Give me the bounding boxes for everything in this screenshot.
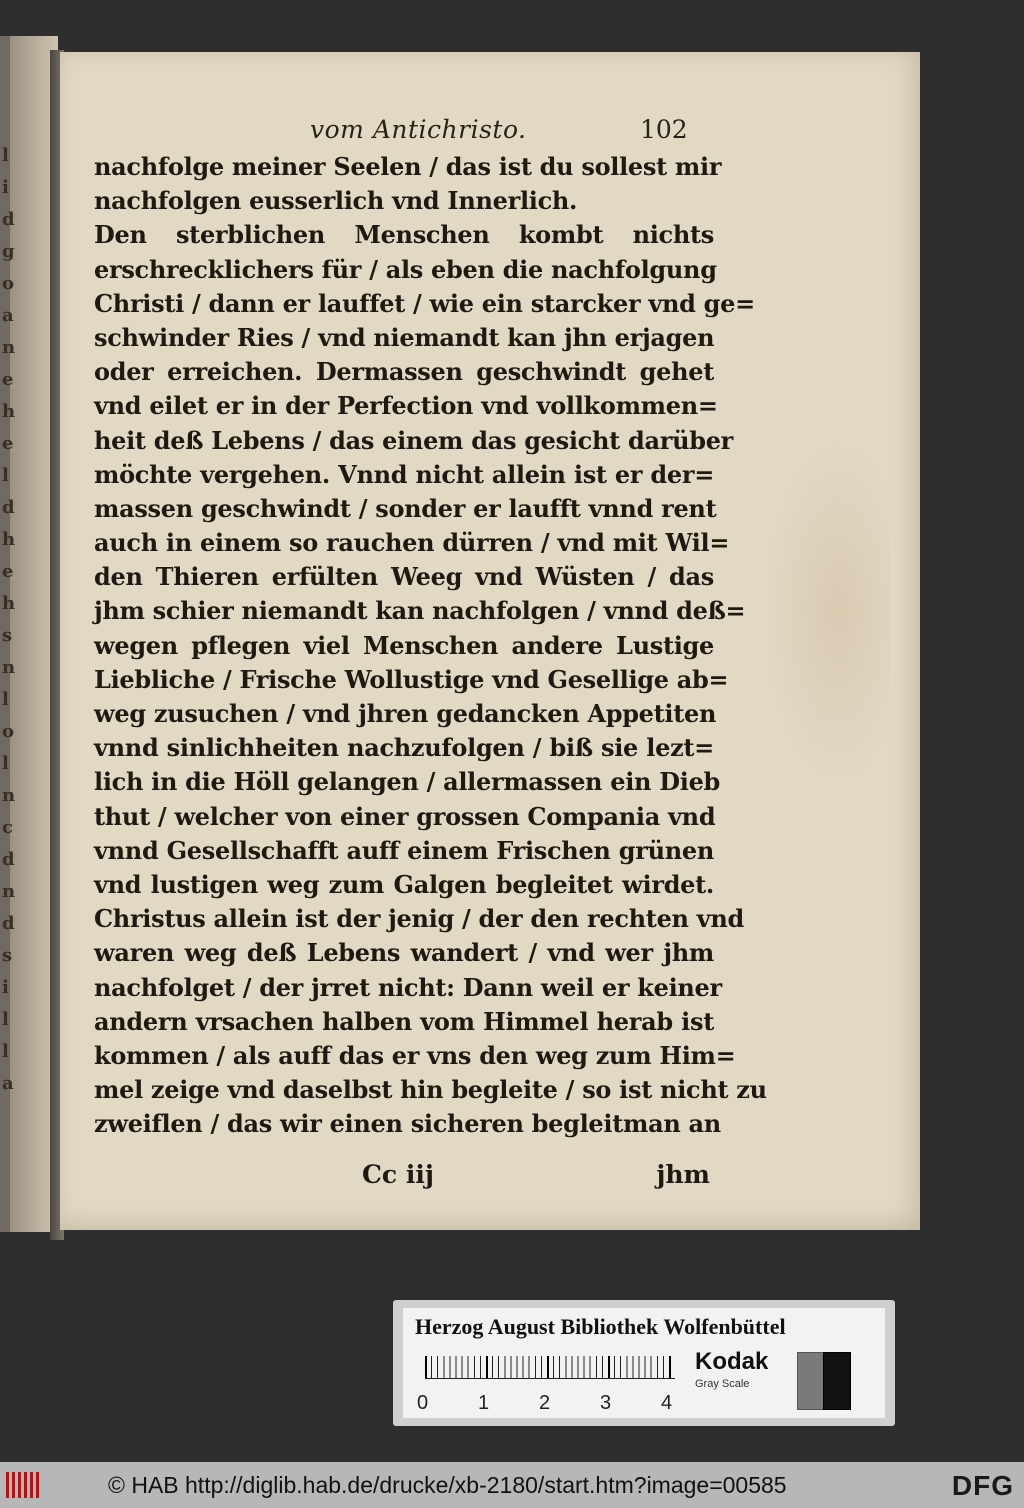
catchword: jhm	[656, 1160, 710, 1189]
text-line: kommen / als auff das er vns den weg zum Him=	[94, 1040, 736, 1070]
text-line: möchte vergehen. Vnnd nicht allein ist er der=	[94, 459, 714, 489]
text-line: vnd lustigen weg zum Galgen begleitet wirdet.	[94, 869, 714, 899]
facing-page-fragment: i	[2, 977, 8, 998]
footer-bar	[0, 1462, 1024, 1508]
facing-page-fragment: e	[2, 561, 13, 582]
text-line: heit deß Lebens / das einem das gesicht darüber	[94, 425, 734, 455]
barcode-icon	[6, 1472, 42, 1498]
gray-scale-label: Gray Scale	[695, 1378, 750, 1390]
facing-page-fragment: d	[2, 913, 14, 934]
facing-page-fragment: o	[2, 273, 14, 294]
text-line: Den sterblichen Menschen kombt nichts	[94, 220, 714, 250]
text-line: auch in einem so rauchen dürren / vnd mit Wil=	[94, 528, 730, 558]
book-page	[60, 52, 920, 1230]
facing-page-fragment: n	[2, 657, 15, 678]
facing-page-fragment: a	[2, 1073, 13, 1094]
facing-page-fragment: c	[2, 817, 12, 838]
text-line: schwinder Ries / vnd niemandt kan jhn erjagen	[94, 322, 715, 352]
ruler-label: 4	[661, 1392, 673, 1414]
facing-page-fragment: n	[2, 337, 15, 358]
scale-ruler	[425, 1356, 675, 1386]
gray-swatch-mid	[797, 1352, 825, 1410]
text-line: vnnd Gesellschafft auff einem Frischen grünen	[94, 835, 714, 865]
gray-swatch-black	[823, 1352, 851, 1410]
facing-page-fragment: s	[2, 945, 12, 966]
facing-page-fragment: l	[2, 1009, 8, 1030]
text-line: massen geschwindt / sonder er laufft vnnd rent	[94, 493, 717, 523]
facing-page-fragment: h	[2, 401, 15, 422]
facing-page-fragment: i	[2, 177, 8, 198]
text-line: zweiflen / das wir einen sicheren begleitman an	[94, 1109, 721, 1139]
text-line: vnnd sinlichheiten nachzufolgen / biß sie lezt=	[94, 733, 714, 763]
facing-page-fragment: l	[2, 753, 8, 774]
running-head	[60, 115, 920, 149]
facing-page-fragment: l	[2, 1041, 8, 1062]
text-line: thut / welcher von einer grossen Compania vnd	[94, 801, 716, 831]
text-line: waren weg deß Lebens wandert / vnd wer jhm	[94, 938, 714, 968]
facing-page-fragment: d	[2, 209, 14, 230]
facing-page-fragment: d	[2, 497, 14, 518]
facing-page-fragment: a	[2, 305, 13, 326]
text-line: erschrecklichers für / als eben die nachfolgung	[94, 254, 717, 284]
text-line: andern vrsachen halben vom Himmel herab ist	[94, 1006, 714, 1036]
ruler-label: 2	[539, 1392, 551, 1414]
text-line: Christus allein ist der jenig / der den rechten vnd	[94, 904, 745, 934]
text-line: nachfolgen eusserlich vnd Innerlich.	[94, 186, 578, 216]
color-target-inner	[403, 1308, 885, 1418]
text-line: den Thieren erfülten Weeg vnd Wüsten / das	[94, 562, 714, 592]
kodak-logo: Kodak	[695, 1348, 769, 1375]
facing-page-text-fragments	[2, 140, 18, 1100]
text-line: nachfolget / der jrret nicht: Dann weil er keiner	[94, 972, 722, 1002]
text-line: wegen pflegen viel Menschen andere Lustige	[94, 630, 714, 660]
facing-page-fragment: d	[2, 849, 14, 870]
library-name: Herzog August Bibliothek Wolfenbüttel	[415, 1314, 786, 1339]
facing-page-fragment: e	[2, 433, 13, 454]
facing-page-fragment: l	[2, 689, 8, 710]
text-line: oder erreichen. Dermassen geschwindt gehet	[94, 357, 714, 387]
signature-mark: Cc iij	[362, 1160, 434, 1189]
facing-page-fragment: h	[2, 529, 15, 550]
text-line: nachfolge meiner Seelen / das ist du sollest mir	[94, 152, 722, 181]
text-line: Christi / dann er lauffet / wie ein starcker vnd ge=	[94, 288, 755, 318]
ruler-major-ticks	[425, 1356, 675, 1378]
body-text	[94, 150, 767, 1141]
facing-page-fragment: n	[2, 881, 15, 902]
color-target-card	[393, 1300, 895, 1426]
text-line: weg zusuchen / vnd jhren gedancken Appetiten	[94, 699, 717, 728]
dfg-logo: DFG	[951, 1470, 1014, 1501]
text-line: jhm schier niemandt kan nachfolgen / vnnd deß=	[94, 596, 746, 626]
facing-page-fragment: g	[2, 241, 14, 262]
facing-page-fragment: l	[2, 145, 8, 166]
page-number: 102	[640, 115, 688, 144]
facing-page-fragment: h	[2, 593, 15, 614]
text-line: Liebliche / Frische Wollustige vnd Gesellige ab=	[94, 664, 729, 694]
text-line: mel zeige vnd daselbst hin begleite / so ist nicht zu	[94, 1075, 767, 1105]
ruler-labels	[417, 1392, 677, 1416]
footer-credit-link[interactable]: © HAB http://diglib.hab.de/drucke/xb-2180/start.htm?image=00585	[108, 1472, 787, 1498]
paper-stain	[760, 432, 890, 792]
facing-page-fragment: s	[2, 625, 12, 646]
facing-page-fragment: e	[2, 369, 13, 390]
running-title: vom Antichristo.	[310, 115, 527, 144]
text-line: vnd eilet er in der Perfection vnd vollkommen=	[94, 391, 718, 421]
facing-page-fragment: o	[2, 721, 14, 742]
facing-page-fragment: n	[2, 785, 15, 806]
ruler-label: 3	[600, 1392, 612, 1414]
text-line: lich in die Höll gelangen / allermassen ein Dieb	[94, 767, 721, 797]
ruler-label: 0	[417, 1392, 429, 1414]
page-footer-line	[94, 1160, 714, 1196]
ruler-label: 1	[478, 1392, 490, 1414]
facing-page-fragment: l	[2, 465, 8, 486]
